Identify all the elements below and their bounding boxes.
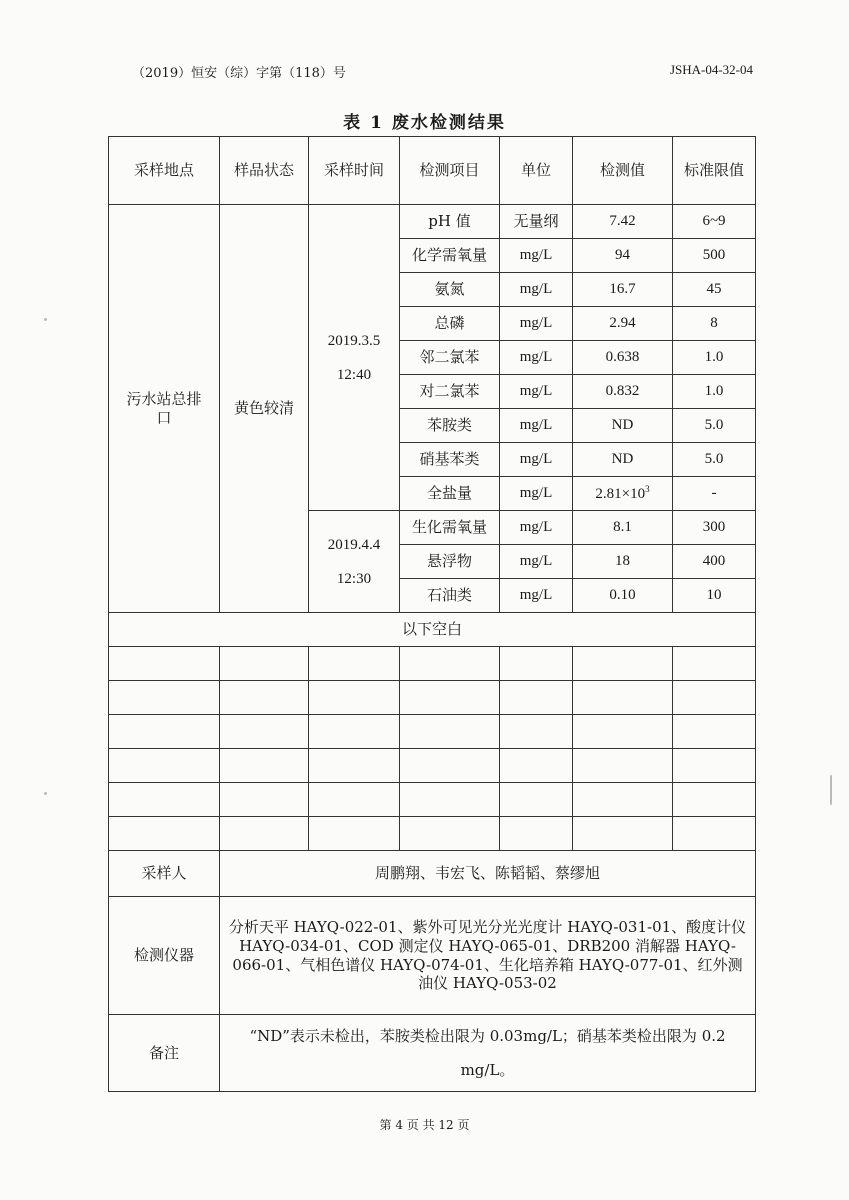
empty-row: [109, 749, 756, 783]
unit-cell: mg/L: [500, 239, 573, 273]
value-cell: 8.1: [573, 511, 673, 545]
col-header-limit: 标准限值: [673, 137, 756, 205]
empty-cell: [400, 817, 500, 851]
empty-cell: [673, 749, 756, 783]
empty-cell: [220, 647, 309, 681]
sampling-time-2: [309, 511, 400, 613]
item-cell: 硝基苯类: [400, 443, 500, 477]
unit-cell: mg/L: [500, 443, 573, 477]
sampler-row: [109, 851, 756, 897]
empty-cell: [573, 783, 673, 817]
value-cell: 0.638: [573, 341, 673, 375]
unit-cell: mg/L: [500, 341, 573, 375]
blank-note: 以下空白: [109, 613, 756, 647]
empty-cell: [309, 817, 400, 851]
limit-cell: 5.0: [673, 409, 756, 443]
col-header-site: 采样地点: [109, 137, 220, 205]
empty-cell: [220, 715, 309, 749]
empty-cell: [109, 783, 220, 817]
sampling-time-2-text: 2019.4.4 12:30: [327, 536, 381, 587]
sampling-site: 污水站总排口: [109, 205, 220, 613]
sample-state: 黄色较清: [220, 205, 309, 613]
limit-cell: 5.0: [673, 443, 756, 477]
limit-cell: 300: [673, 511, 756, 545]
value-cell: 0.10: [573, 579, 673, 613]
empty-cell: [573, 681, 673, 715]
sampler-label: 采样人: [109, 851, 220, 897]
empty-cell: [309, 783, 400, 817]
item-cell: 邻二氯苯: [400, 341, 500, 375]
empty-cell: [400, 647, 500, 681]
page-footer: 第 4 页 共 12 页: [379, 1118, 470, 1132]
unit-cell: mg/L: [500, 273, 573, 307]
empty-row: [109, 647, 756, 681]
blank-note-row: [109, 613, 756, 647]
remarks-text: “ND”表示未检出，苯胺类检出限为 0.03mg/L；硝基苯类检出限为 0.2 mg/L。: [220, 1015, 756, 1092]
limit-cell: 8: [673, 307, 756, 341]
empty-cell: [673, 783, 756, 817]
empty-cell: [673, 715, 756, 749]
empty-cell: [400, 681, 500, 715]
item-cell: 生化需氧量: [400, 511, 500, 545]
item-cell: 氨氮: [400, 273, 500, 307]
table-row: [109, 205, 756, 239]
empty-cell: [500, 817, 573, 851]
empty-cell: [573, 715, 673, 749]
remarks-label: 备注: [109, 1015, 220, 1092]
value-cell: [573, 477, 673, 511]
limit-cell: 1.0: [673, 341, 756, 375]
empty-cell: [573, 749, 673, 783]
empty-cell: [500, 715, 573, 749]
item-cell: 全盐量: [400, 477, 500, 511]
empty-cell: [673, 647, 756, 681]
col-header-item: 检测项目: [400, 137, 500, 205]
empty-cell: [400, 749, 500, 783]
unit-cell: mg/L: [500, 477, 573, 511]
scan-speck: [44, 318, 47, 321]
limit-cell: 400: [673, 545, 756, 579]
limit-cell: 6~9: [673, 205, 756, 239]
scan-speck: [44, 792, 47, 795]
unit-cell: mg/L: [500, 545, 573, 579]
table-title: 表 1 废水检测结果: [343, 113, 506, 133]
item-cell: pH 值: [400, 205, 500, 239]
empty-cell: [220, 749, 309, 783]
value-cell: 94: [573, 239, 673, 273]
value-cell: 16.7: [573, 273, 673, 307]
limit-cell: 500: [673, 239, 756, 273]
empty-cell: [309, 647, 400, 681]
wastewater-results-table: [108, 136, 756, 1092]
item-cell: 苯胺类: [400, 409, 500, 443]
value-exponent: 3: [645, 483, 650, 494]
limit-cell: 10: [673, 579, 756, 613]
unit-cell: mg/L: [500, 307, 573, 341]
empty-cell: [400, 783, 500, 817]
empty-cell: [109, 749, 220, 783]
empty-row: [109, 783, 756, 817]
limit-cell: 1.0: [673, 375, 756, 409]
unit-cell: mg/L: [500, 511, 573, 545]
instruments-row: [109, 897, 756, 1015]
empty-cell: [220, 681, 309, 715]
empty-cell: [500, 749, 573, 783]
document-code: JSHA-04-32-04: [669, 62, 753, 77]
instruments-label: 检测仪器: [109, 897, 220, 1015]
report-number: （2019）恒安（综）字第（118）号: [132, 66, 346, 81]
empty-cell: [109, 681, 220, 715]
empty-row: [109, 681, 756, 715]
remarks-row: [109, 1015, 756, 1092]
value-text: 2.81×10: [595, 485, 646, 502]
sampling-time-1-text: 2019.3.5 12:40: [327, 332, 381, 383]
unit-cell: mg/L: [500, 409, 573, 443]
empty-cell: [673, 681, 756, 715]
empty-cell: [400, 715, 500, 749]
col-header-state: 样品状态: [220, 137, 309, 205]
value-cell: 7.42: [573, 205, 673, 239]
empty-cell: [220, 783, 309, 817]
empty-row: [109, 817, 756, 851]
empty-row: [109, 715, 756, 749]
empty-cell: [109, 817, 220, 851]
sampler-names: 周鹏翔、韦宏飞、陈韬韬、蔡缪旭: [220, 851, 756, 897]
unit-cell: mg/L: [500, 375, 573, 409]
item-cell: 化学需氧量: [400, 239, 500, 273]
unit-cell: mg/L: [500, 579, 573, 613]
limit-cell: 45: [673, 273, 756, 307]
value-cell: 2.94: [573, 307, 673, 341]
empty-cell: [309, 715, 400, 749]
empty-cell: [500, 783, 573, 817]
item-cell: 总磷: [400, 307, 500, 341]
value-cell: ND: [573, 409, 673, 443]
sampling-time-1: [309, 205, 400, 511]
item-cell: 石油类: [400, 579, 500, 613]
item-cell: 对二氯苯: [400, 375, 500, 409]
empty-cell: [220, 817, 309, 851]
col-header-unit: 单位: [500, 137, 573, 205]
empty-cell: [500, 681, 573, 715]
col-header-value: 检测值: [573, 137, 673, 205]
value-cell: 18: [573, 545, 673, 579]
value-cell: ND: [573, 443, 673, 477]
empty-cell: [500, 647, 573, 681]
empty-cell: [309, 681, 400, 715]
scan-mark: [830, 775, 832, 805]
empty-cell: [109, 715, 220, 749]
empty-cell: [573, 817, 673, 851]
col-header-time: 采样时间: [309, 137, 400, 205]
empty-cell: [109, 647, 220, 681]
item-cell: 悬浮物: [400, 545, 500, 579]
empty-cell: [309, 749, 400, 783]
value-cell: 0.832: [573, 375, 673, 409]
empty-cell: [573, 647, 673, 681]
unit-cell: 无量纲: [500, 205, 573, 239]
empty-cell: [673, 817, 756, 851]
header-row: [109, 137, 756, 205]
instruments-list: 分析天平 HAYQ-022-01、紫外可见光分光光度计 HAYQ-031-01、酸度计仪 HAYQ-034-01、COD 测定仪 HAYQ-065-01、DRB200 消解器 HAYQ-066-01、气相色谱仪 HAYQ-074-01、生化培养箱 HAYQ-077-01、红外测油仪 HAYQ-053-02: [220, 897, 756, 1015]
limit-cell: -: [673, 477, 756, 511]
